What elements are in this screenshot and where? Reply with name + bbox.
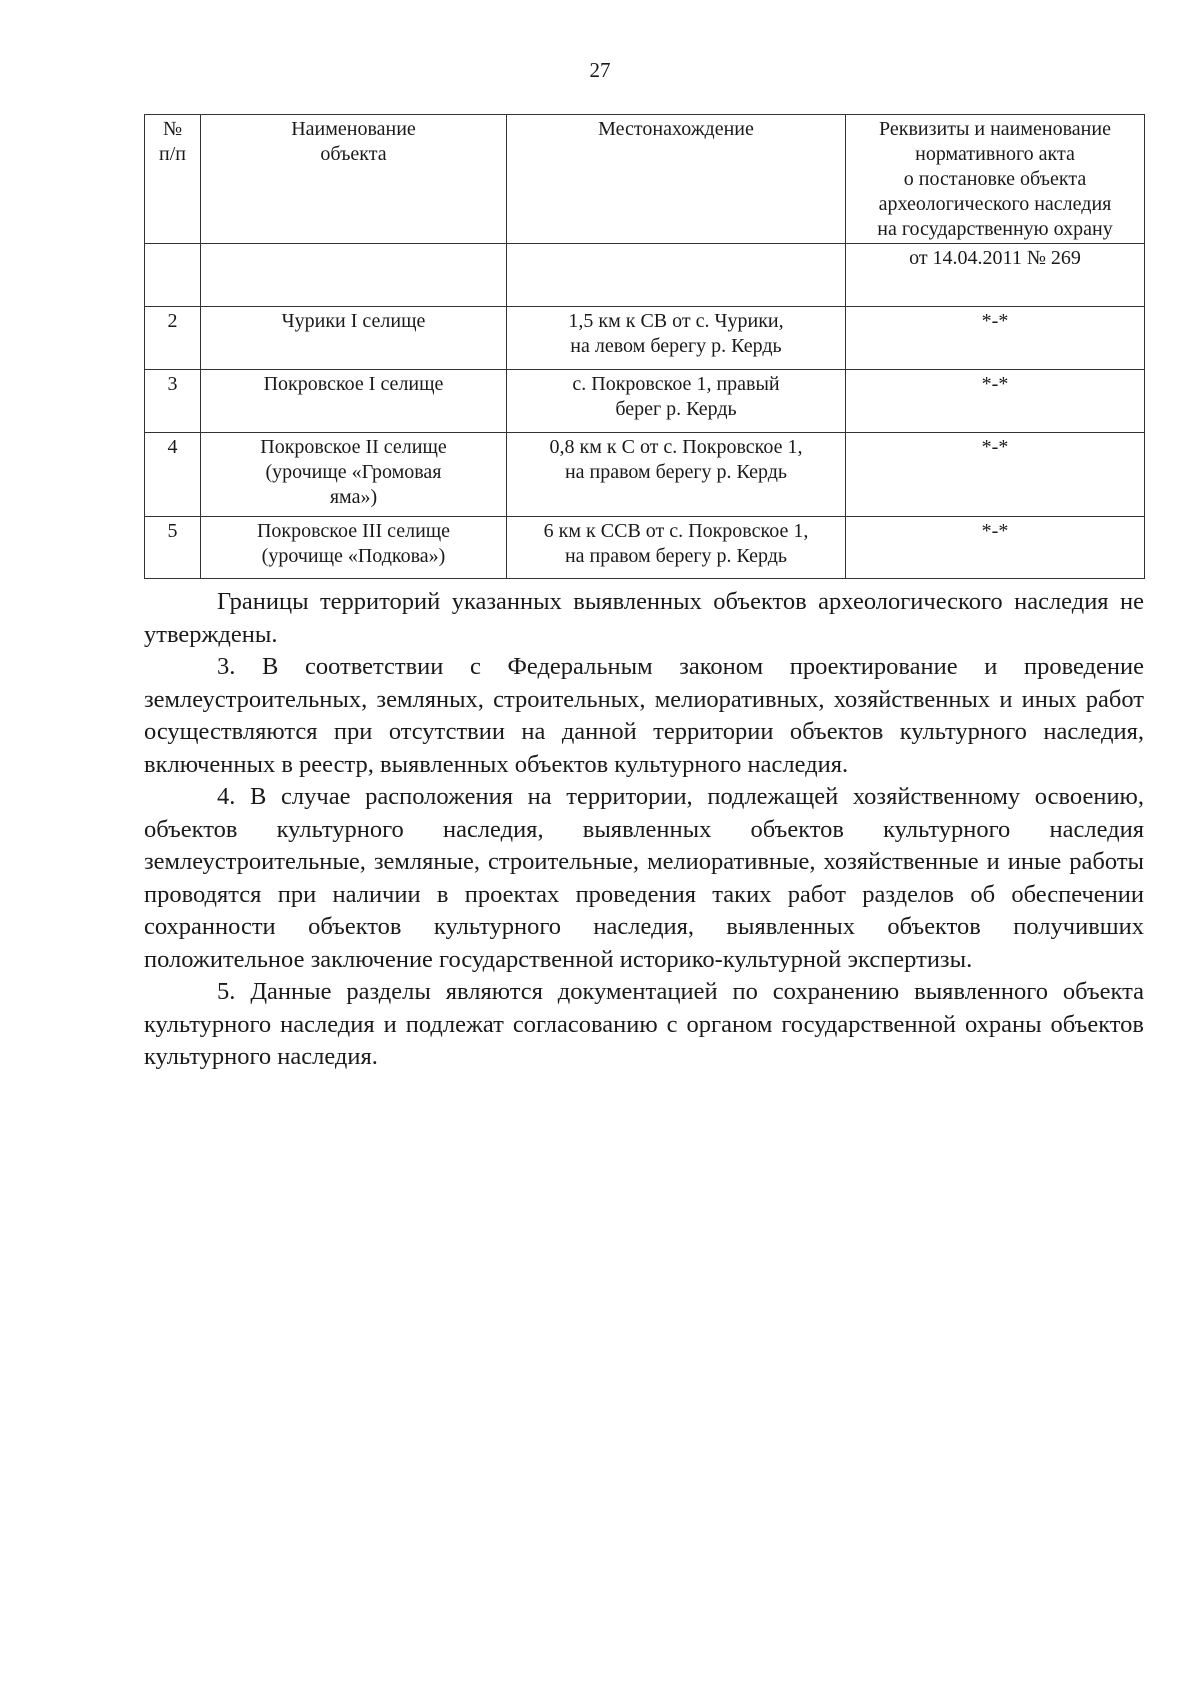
subheader-empty-cell [507,244,846,307]
header-object-name: Наименование объекта [201,115,507,244]
table-row [145,370,1145,433]
row-location: 1,5 км к СВ от с. Чурики, на левом берегу р. Кердь [507,307,846,370]
paragraph-4: 4. В случае расположения на территории, подлежащей хозяйственному освоению, объектов культурного наследия, выявленных объектов культурного наследия землеустроительные, земляные, строительные, мелиоративные, хозяйственные и иные работы проводятся при наличии в проектах проведения таких работ разделов об обеспечении сохранности объектов культурного наследия, выявленных объектов получивших положительное заключение государственной историко-культурной экспертизы. [144,783,1144,973]
table-row [145,433,1145,517]
subheader-act-date: от 14.04.2011 № 269 [846,244,1145,307]
row-location: с. Покровское 1, правый берег р. Кердь [507,370,846,433]
row-act: *-* [846,307,1145,370]
row-location: 0,8 км к С от с. Покровское 1, на правом берегу р. Кердь [507,433,846,517]
row-act: *-* [846,517,1145,579]
row-object-name: Чурики I селище [201,307,507,370]
row-act: *-* [846,370,1145,433]
document-body [144,586,1144,1074]
table-row [145,517,1145,579]
row-object-name: Покровское I селище [201,370,507,433]
page-number: 27 [589,58,611,82]
subheader-empty-cell [145,244,201,307]
row-location: 6 км к ССВ от с. Покровское 1, на правом берегу р. Кердь [507,517,846,579]
row-number: 2 [145,307,201,370]
row-number: 3 [145,370,201,433]
table-row [145,307,1145,370]
table-subheader-row [145,244,1145,307]
header-number: № п/п [145,115,201,244]
paragraph-3: 3. В соответствии с Федеральным законом проектирование и проведение землеустроительных, земляных, строительных, мелиоративных, хозяйственных и иных работ осуществляются при отсутствии на данной территории объектов культурного наследия, включенных в реестр, выявленных объектов культурного наследия. [144,653,1144,778]
header-normative-act: Реквизиты и наименование нормативного акта о постановке объекта археологического наследия на государственную охрану [846,115,1145,244]
row-act: *-* [846,433,1145,517]
row-number: 5 [145,517,201,579]
table-header-row [145,115,1145,244]
paragraph-5: 5. Данные разделы являются документацией по сохранению выявленного объекта культурного наследия и подлежат согласованию с органом государственной охраны объектов культурного наследия. [144,978,1144,1070]
heritage-objects-table [144,114,1145,579]
subheader-empty-cell [201,244,507,307]
row-object-name: Покровское III селище (урочище «Подкова») [201,517,507,579]
header-location: Местонахождение [507,115,846,244]
row-object-name: Покровское II селище (урочище «Громовая яма») [201,433,507,517]
paragraph-boundaries: Границы территорий указанных выявленных объектов археологического наследия не утверждены. [144,588,1144,648]
row-number: 4 [145,433,201,517]
